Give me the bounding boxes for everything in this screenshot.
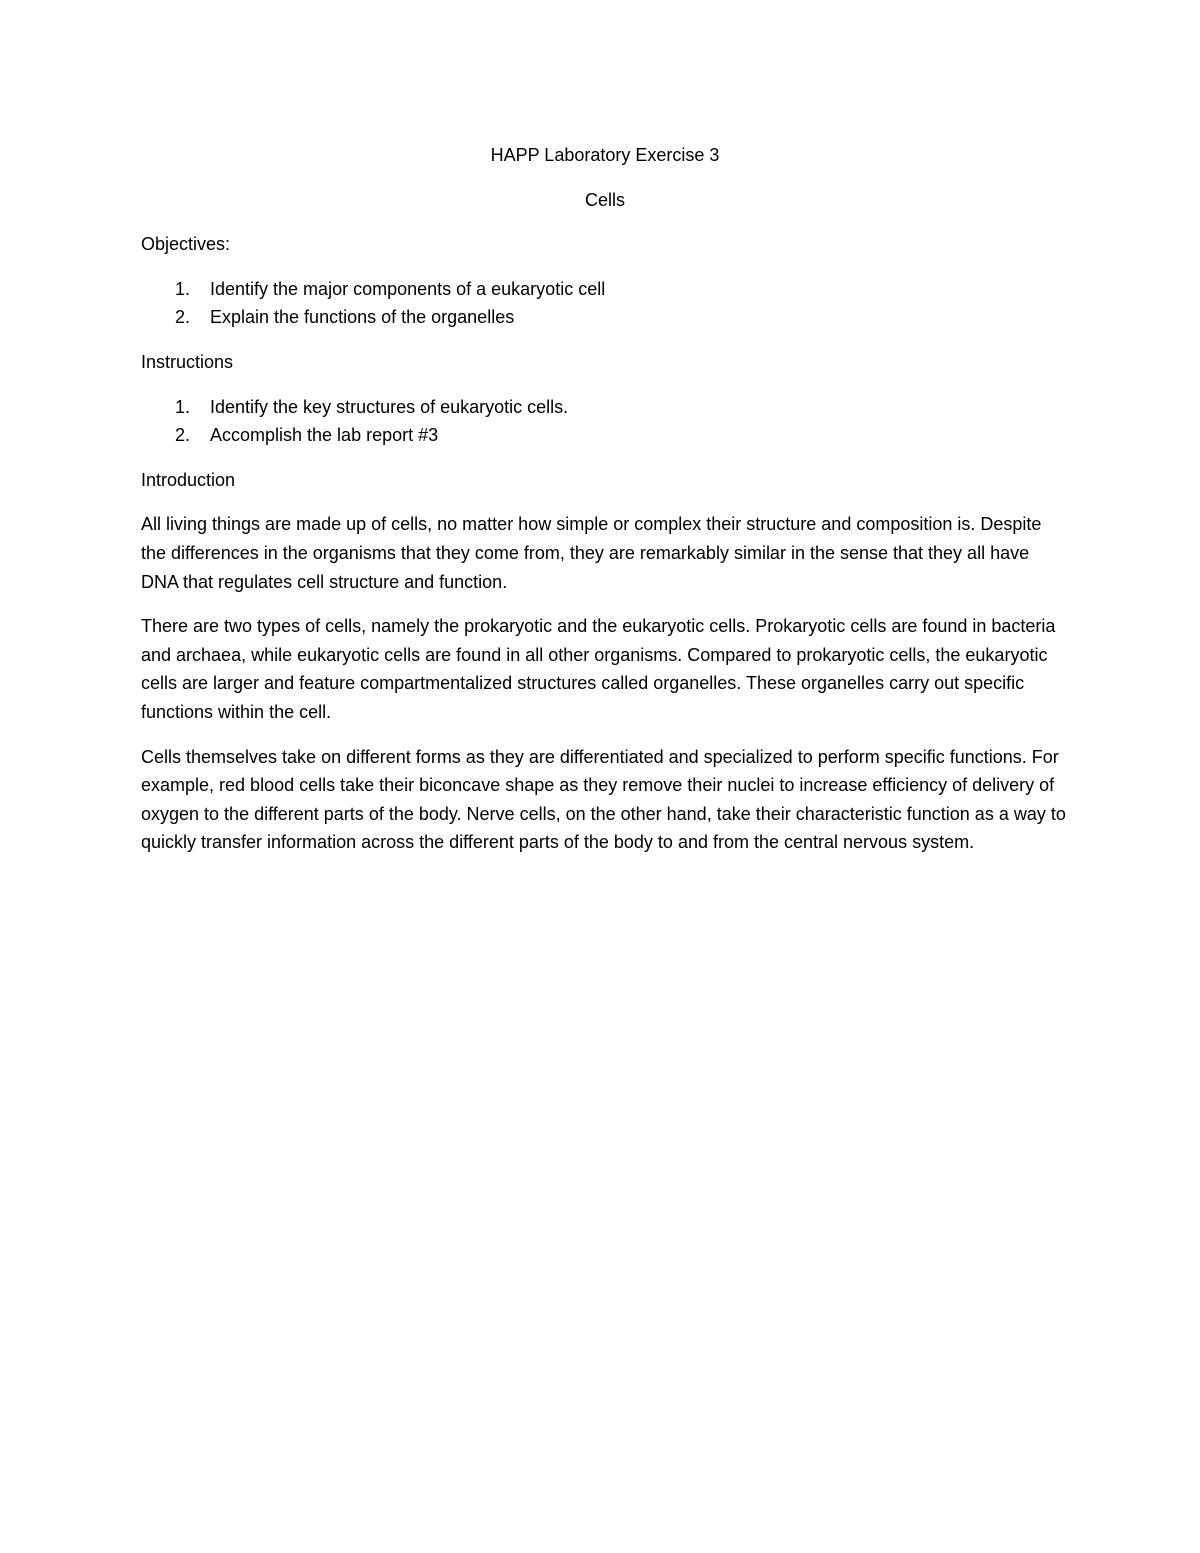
objectives-heading: Objectives: [141, 234, 231, 255]
instructions-heading: Instructions [141, 351, 234, 372]
list-item-text: Identify the major components of a eukaryotic cell [210, 278, 606, 299]
introduction-paragraph: All living things are made up of cells, no matter how simple or complex their structure and composition is. Despite the differences in the organisms that they come from, they are remarkably similar in the sense that they all have DNA that regulates cell structure and function. [141, 514, 1042, 592]
list-number: 2. [175, 307, 191, 328]
document-body [141, 141, 1069, 873]
objectives-list [141, 275, 1069, 332]
list-number: 1. [175, 396, 191, 417]
introduction-paragraph: Cells themselves take on different forms as they are differentiated and specialized to perform specific functions. For example, red blood cells take their biconcave shape as they remove their nuclei to increase efficiency of delivery of oxygen to the different parts of the body. Nerve cells, on the other hand, take their characteristic function as a way to quickly transfer information across the different parts of the body to and from the central nervous system. [141, 746, 1066, 853]
list-number: 1. [175, 278, 191, 299]
introduction-paragraph: There are two types of cells, namely the prokaryotic and the eukaryotic cells. Prokaryotic cells are found in bacteria and archaea, while eukaryotic cells are found in all other organisms. Compared to prokaryotic cells, the eukaryotic cells are larger and feature compartmentalized structures called organelles. These organelles carry out specific functions within the cell. [141, 616, 1056, 722]
list-number: 2. [175, 425, 191, 446]
introduction-heading: Introduction [141, 469, 236, 490]
list-item-text: Explain the functions of the organelles [210, 307, 515, 328]
list-item [141, 275, 1069, 304]
list-item-text: Identify the key structures of eukaryotic cells. [210, 396, 569, 417]
list-item [141, 421, 1069, 450]
list-item [141, 303, 1069, 332]
list-item [141, 393, 1069, 422]
document-title: HAPP Laboratory Exercise 3 [490, 145, 720, 165]
document-subtitle: Cells [584, 189, 625, 210]
instructions-list [141, 393, 1069, 450]
list-item-text: Accomplish the lab report #3 [210, 425, 439, 446]
